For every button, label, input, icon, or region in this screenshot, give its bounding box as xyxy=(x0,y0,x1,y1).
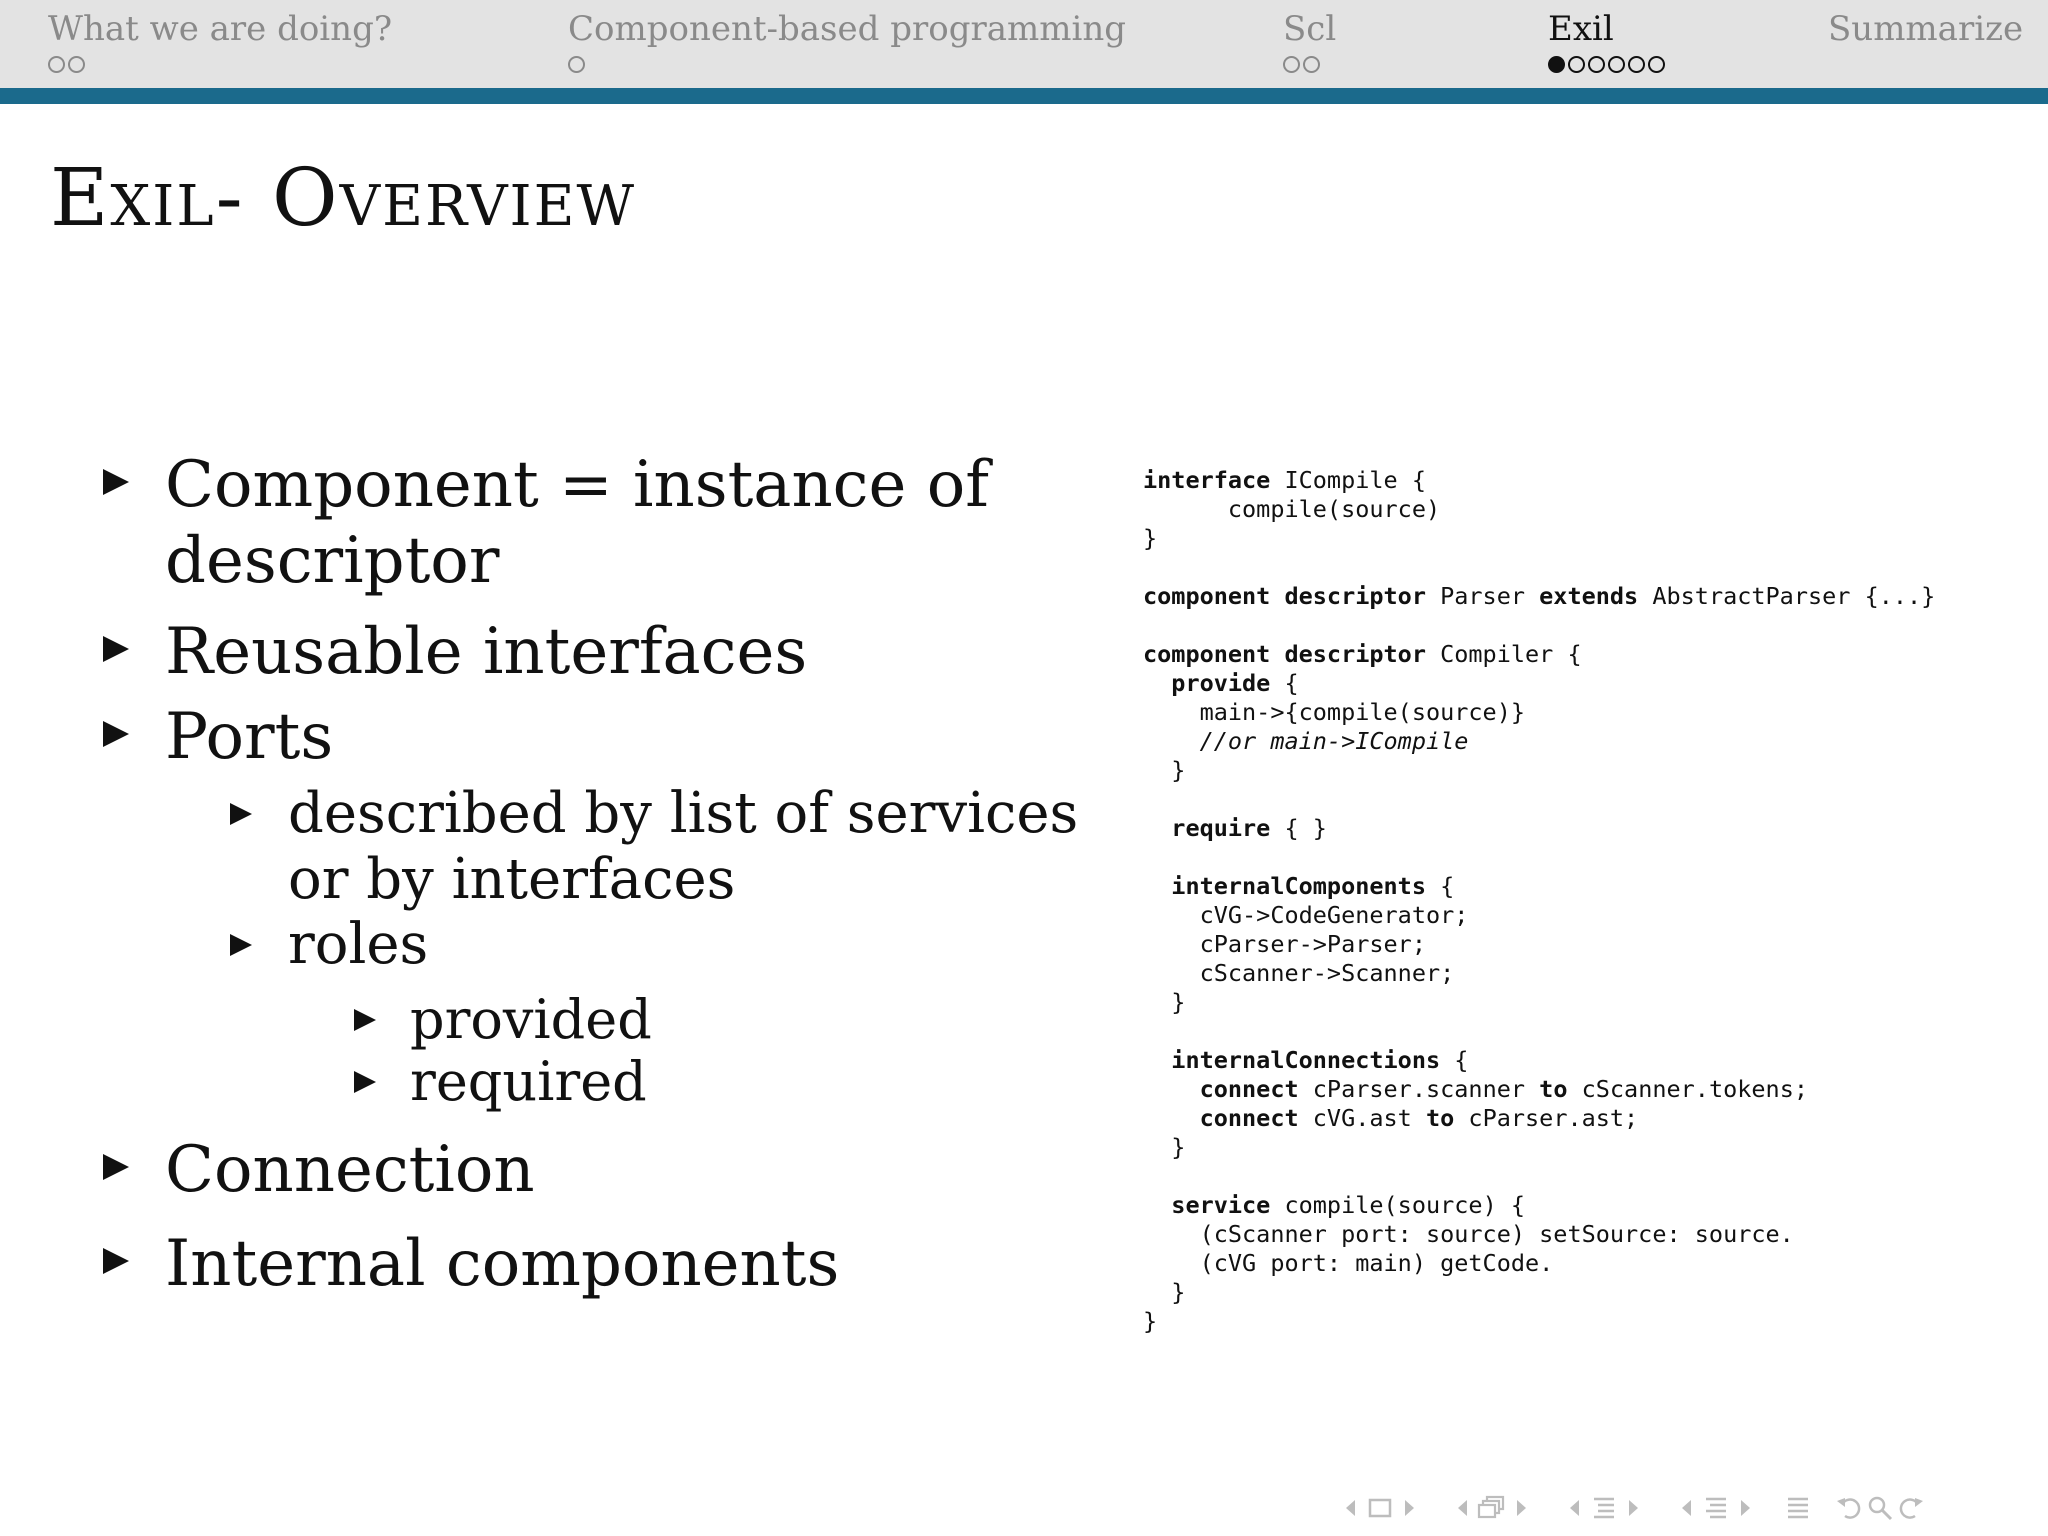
code-line xyxy=(1143,466,1935,495)
code-token: { xyxy=(1425,872,1455,900)
bullet-item xyxy=(230,912,428,978)
code-line xyxy=(1143,1162,1935,1191)
code-keyword: connect xyxy=(1199,1104,1299,1132)
beamer-nav-group xyxy=(1447,1492,1537,1524)
bullet-triangle-icon xyxy=(103,469,129,495)
code-line xyxy=(1143,930,1935,959)
bullet-triangle-icon xyxy=(103,1154,129,1180)
section-icon[interactable] xyxy=(1589,1492,1619,1524)
code-line xyxy=(1143,1133,1935,1162)
back-icon[interactable] xyxy=(1835,1492,1865,1524)
nav-section-what-we-are-doing xyxy=(48,8,392,76)
bullet-item xyxy=(354,1051,647,1113)
arrow-left-icon[interactable] xyxy=(1559,1492,1589,1524)
frame-dots xyxy=(568,56,1126,76)
beamer-nav-group xyxy=(1559,1492,1649,1524)
code-token: cScanner->Scanner; xyxy=(1143,959,1455,987)
bullet-item xyxy=(354,989,652,1051)
code-token: } xyxy=(1143,524,1158,552)
frame-title: Exil- Overview xyxy=(50,151,637,244)
code-keyword: provide xyxy=(1171,669,1271,697)
code-token: } xyxy=(1143,756,1186,784)
code-token: compile(source) xyxy=(1143,495,1441,523)
code-line xyxy=(1143,785,1935,814)
frame-dots xyxy=(1283,56,1336,76)
bullet-item xyxy=(103,614,807,690)
arrow-right-icon[interactable] xyxy=(1619,1492,1649,1524)
code-line xyxy=(1143,1017,1935,1046)
frame-dot[interactable] xyxy=(1648,56,1665,73)
code-keyword: internalConnections xyxy=(1171,1046,1441,1074)
forward-icon[interactable] xyxy=(1895,1492,1925,1524)
code-token: { xyxy=(1270,669,1299,697)
code-token: compile(source) { xyxy=(1270,1191,1526,1219)
bullet-item xyxy=(103,447,989,599)
code-line xyxy=(1143,553,1935,582)
bullet-triangle-icon xyxy=(354,1071,376,1093)
bullet-text: roles xyxy=(288,912,429,977)
code-token xyxy=(1143,727,1200,755)
nav-section-scl xyxy=(1283,8,1336,76)
bullet-triangle-icon xyxy=(103,1248,129,1274)
code-keyword: extends xyxy=(1539,582,1639,610)
beamer-nav-group xyxy=(1835,1492,1925,1524)
beamer-nav-group xyxy=(1783,1492,1813,1524)
code-token xyxy=(1143,1191,1171,1219)
frame-dot[interactable] xyxy=(1283,56,1300,73)
subsection-icon[interactable] xyxy=(1477,1492,1507,1524)
code-keyword: interface xyxy=(1143,466,1271,494)
section-navigation-bar xyxy=(0,0,2048,88)
nav-section-label[interactable]: Component-based programming xyxy=(568,9,1126,49)
bullet-item xyxy=(103,1226,839,1302)
bullet-text: Component = instance of descriptor xyxy=(165,448,989,598)
frame-dots xyxy=(48,56,392,76)
arrow-left-icon[interactable] xyxy=(1671,1492,1701,1524)
code-token xyxy=(1143,1046,1171,1074)
beamer-nav-group xyxy=(1335,1492,1425,1524)
nav-section-label[interactable]: Summarize xyxy=(1828,9,2024,49)
code-keyword: require xyxy=(1171,814,1271,842)
code-line xyxy=(1143,1104,1935,1133)
code-token: cParser->Parser; xyxy=(1143,930,1426,958)
bullet-triangle-icon xyxy=(103,721,129,747)
code-token: (cScanner port: source) setSource: source. xyxy=(1143,1220,1794,1248)
bullet-text: described by list of services or by interfaces xyxy=(288,781,1079,912)
code-token: cParser.ast; xyxy=(1454,1104,1639,1132)
code-keyword: internalComponents xyxy=(1171,872,1426,900)
frame-dot[interactable] xyxy=(1588,56,1605,73)
frame-dot[interactable] xyxy=(568,56,585,73)
code-line xyxy=(1143,959,1935,988)
code-token: ICompile { xyxy=(1270,466,1426,494)
code-token: } xyxy=(1143,1133,1186,1161)
arrow-right-icon[interactable] xyxy=(1731,1492,1761,1524)
code-token: { xyxy=(1440,1046,1469,1074)
bullet-text: Ports xyxy=(165,700,334,774)
code-token: AbstractParser {...} xyxy=(1638,582,1936,610)
code-line xyxy=(1143,669,1935,698)
code-keyword: component descriptor xyxy=(1143,640,1426,668)
bullet-triangle-icon xyxy=(230,803,252,825)
code-comment: //or main->ICompile xyxy=(1199,727,1469,755)
code-line xyxy=(1143,872,1935,901)
code-token: (cVG port: main) getCode. xyxy=(1143,1249,1554,1277)
code-token: Parser xyxy=(1425,582,1540,610)
arrow-left-icon[interactable] xyxy=(1335,1492,1365,1524)
code-line xyxy=(1143,727,1935,756)
code-token: Compiler { xyxy=(1425,640,1582,668)
nav-section-label[interactable]: Exil xyxy=(1548,9,1614,49)
beamer-nav-group xyxy=(1671,1492,1761,1524)
code-line xyxy=(1143,1046,1935,1075)
code-keyword: connect xyxy=(1199,1075,1299,1103)
bullet-text: required xyxy=(410,1050,647,1113)
code-token: } xyxy=(1143,1307,1158,1335)
code-line xyxy=(1143,1220,1935,1249)
code-token: main->{compile(source)} xyxy=(1143,698,1526,726)
frame-dot[interactable] xyxy=(1628,56,1645,73)
nav-section-label[interactable]: Scl xyxy=(1283,9,1337,49)
code-line xyxy=(1143,1075,1935,1104)
code-line xyxy=(1143,640,1935,669)
code-token: { } xyxy=(1270,814,1327,842)
code-token xyxy=(1143,669,1171,697)
code-line xyxy=(1143,582,1935,611)
frame-dot[interactable] xyxy=(68,56,85,73)
beamer-navigation-symbols xyxy=(1335,1488,2035,1528)
code-line xyxy=(1143,756,1935,785)
code-keyword: service xyxy=(1171,1191,1271,1219)
arrow-left-icon[interactable] xyxy=(1447,1492,1477,1524)
nav-section-label[interactable]: What we are doing? xyxy=(48,9,393,49)
frame-dot[interactable] xyxy=(1303,56,1320,73)
nav-section-component-based-programming xyxy=(568,8,1126,76)
code-token: cScanner.tokens; xyxy=(1567,1075,1808,1103)
frame-dots xyxy=(1548,56,1665,76)
code-line xyxy=(1143,524,1935,553)
bullet-item xyxy=(230,781,1078,913)
code-token: cVG->CodeGenerator; xyxy=(1143,901,1469,929)
current-frame-dot[interactable] xyxy=(1548,56,1565,73)
code-line xyxy=(1143,1307,1935,1336)
frame-dot[interactable] xyxy=(48,56,65,73)
code-line xyxy=(1143,901,1935,930)
document-icon[interactable] xyxy=(1701,1492,1731,1524)
code-line xyxy=(1143,1249,1935,1278)
arrow-right-icon[interactable] xyxy=(1395,1492,1425,1524)
frame-dots xyxy=(1828,56,2023,76)
frame-dot[interactable] xyxy=(1608,56,1625,73)
frame-icon[interactable] xyxy=(1365,1492,1395,1524)
nav-section-exil xyxy=(1548,8,1665,76)
code-listing xyxy=(1143,466,1935,1336)
code-token xyxy=(1143,1075,1200,1103)
code-line xyxy=(1143,495,1935,524)
search-icon[interactable] xyxy=(1865,1492,1895,1524)
bullet-triangle-icon xyxy=(354,1009,376,1031)
code-line xyxy=(1143,814,1935,843)
nav-section-summarize xyxy=(1828,8,2023,76)
appendix-icon[interactable] xyxy=(1783,1492,1813,1524)
code-token: cParser.scanner xyxy=(1298,1075,1540,1103)
bullet-triangle-icon xyxy=(103,636,129,662)
code-token xyxy=(1143,872,1171,900)
header-rule xyxy=(0,88,2048,104)
code-token: cVG.ast xyxy=(1298,1104,1426,1132)
code-token: } xyxy=(1143,1278,1186,1306)
code-line xyxy=(1143,698,1935,727)
code-token xyxy=(1143,814,1171,842)
bullet-text: Reusable interfaces xyxy=(165,615,808,689)
bullet-text: provided xyxy=(410,988,652,1051)
bullet-text: Connection xyxy=(165,1133,535,1207)
bullet-text: Internal components xyxy=(165,1227,840,1301)
code-keyword: to xyxy=(1425,1104,1455,1132)
arrow-right-icon[interactable] xyxy=(1507,1492,1537,1524)
code-line xyxy=(1143,988,1935,1017)
bullet-triangle-icon xyxy=(230,934,252,956)
code-token xyxy=(1143,1104,1200,1132)
code-line xyxy=(1143,611,1935,640)
code-line xyxy=(1143,843,1935,872)
code-keyword: to xyxy=(1539,1075,1568,1103)
code-line xyxy=(1143,1191,1935,1220)
code-token: } xyxy=(1143,988,1186,1016)
bullet-item xyxy=(103,699,333,775)
code-line xyxy=(1143,1278,1935,1307)
bullet-item xyxy=(103,1132,535,1208)
frame-dot[interactable] xyxy=(1568,56,1585,73)
code-keyword: component descriptor xyxy=(1143,582,1426,610)
